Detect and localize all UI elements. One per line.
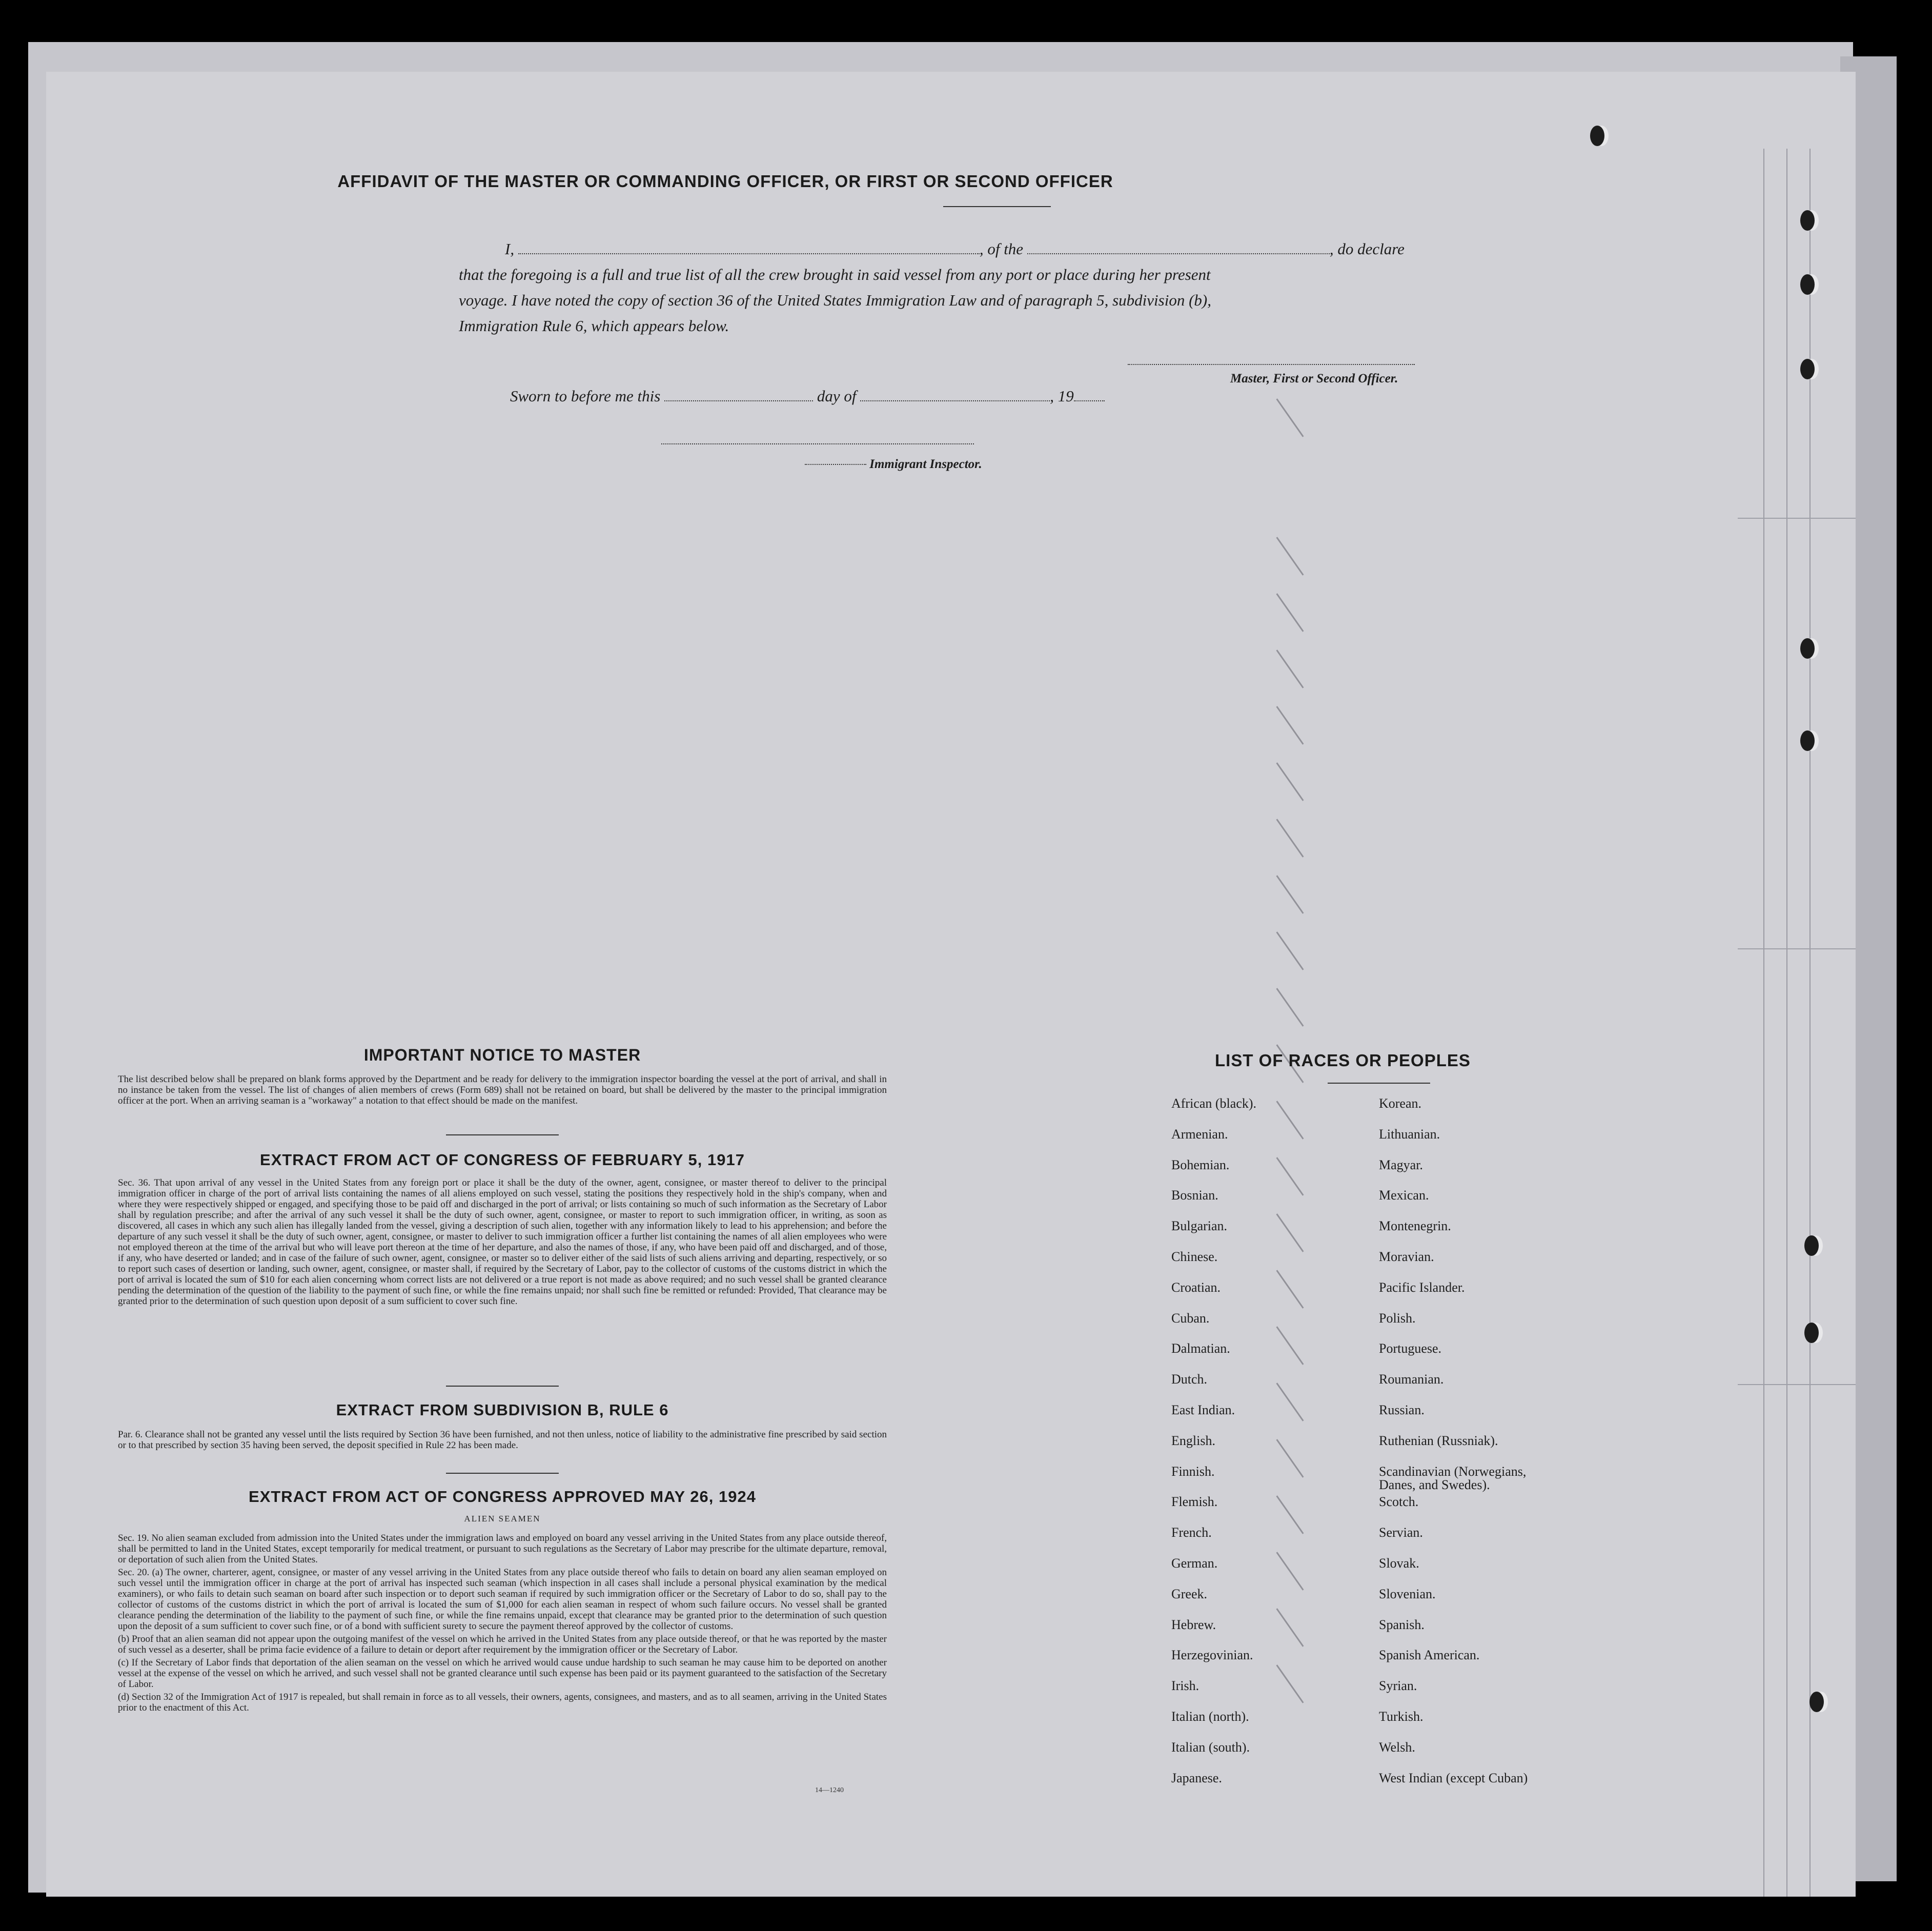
binder-hole [1804,1235,1819,1256]
pencil-mark [1276,1439,1304,1477]
race-item: Armenian. [1171,1126,1228,1142]
affidavit-declare: , do declare [1329,240,1405,258]
pencil-mark [1276,988,1304,1026]
race-item: Russian. [1379,1402,1425,1417]
pencil-mark [1276,706,1304,744]
race-item: Hebrew. [1171,1617,1216,1632]
ruled-line [1738,518,1856,519]
extract-1924-para: Sec. 20. (a) The owner, charterer, agent, consignee, or master of any vessel arriving in the United States from any place outside thereof who fails to detain on board any alien seaman employed on such vessel until the immigration officer in charge at the port of arrival has inspected such seaman (which inspection in all cases shall include a personal physical examination by the medical examiners), or who fails to detain such seaman on board after such inspection or to deport such seaman if required by such immigration officer or the Secretary of Labor to do so, shall pay to the collector of customs of the customs district in which the port of arrival is located the sum of $1,000 for each alien seaman in respect of whom such failure occurs. No vessel shall be granted clearance pending the determination of the liability to the payment of such fine, or while the fine remains unpaid, except that clearance may be granted prior to the determination of such question upon the deposit of a sum sufficient to cover such fine, or of a bond with sufficient surety to secure the payment thereof approved by the collector of customs. [118,1567,887,1632]
race-item: African (black). [1171,1096,1257,1111]
binder-hole [1809,1692,1824,1712]
affidavit-title: AFFIDAVIT OF THE MASTER OR COMMANDING OFFICER, OR FIRST OR SECOND OFFICER [337,172,1113,191]
extract-rule6-title: EXTRACT FROM SUBDIVISION B, RULE 6 [336,1401,669,1419]
year-text: , 19 [1050,387,1074,405]
race-item: Scandinavian (Norwegians, Danes, and Swedes). [1379,1464,1527,1492]
form-number: 14—1240 [815,1786,844,1794]
race-item: Scotch. [1379,1494,1419,1510]
pencil-mark [1276,1213,1304,1252]
race-item: Mexican. [1379,1188,1429,1203]
race-item: Bohemian. [1171,1157,1230,1172]
race-item: Korean. [1379,1096,1422,1111]
race-item: Italian (south). [1171,1739,1250,1755]
extract-1917-text: Sec. 36. That upon arrival of any vessel in the United States from any foreign port or place it shall be the duty of the owner, agent, consignee, or master thereof to deliver to the principal immigration officer in charge of the port of arrival lists containing the names of all aliens employed on such vessel, stating the positions they respectively hold in the ship's company, when and where they were respectively shipped or engaged, and specifying those to be paid off and discharged in the port of arrival; or lists containing so much of such information as the Secretary of Labor shall by regulation prescribe; and after the arrival of any such vessel it shall be the duty of such owner, agent, consignee, or master to report to such immigration officer, in writing, as soon as discovered, all cases in which any such alien has illegally landed from the vessel, giving a description of such alien, together with any information likely to lead to his apprehension; and before the departure of any such vessel it shall be the duty of such owner, agent, consignee, or master to deliver to such immigration officer a further list containing the names of all alien employees who were not employed thereon at the time of the arrival but who will leave port thereon at the time of her departure, and also the names of those, if any, who have been paid off and discharged, and of those, if any, who have deserted or landed; and in case of the failure of such owner, agent, consignee, or master so to deliver either of the said lists of such aliens arriving and departing, respectively, or so to report such cases of desertion or landing, such owner, agent, consignee, or master shall, if required by the Secretary of Labor, pay to the collector of customs of the customs district in which the port of arrival is located the sum of $10 for each alien concerning whom correct lists are not delivered or a true report is not made as above required; and no such vessel shall be granted clearance pending the determination of the question of the liability to the payment of such fine, or while the fine remains unpaid; nor shall such fine be remitted or refunded: Provided, That clearance may be granted prior to the determination of such question upon deposit of a sum sufficient to cover such fine. [118,1177,887,1307]
sworn-line [510,387,1105,405]
pencil-mark [1276,649,1304,688]
race-item: Lithuanian. [1379,1126,1440,1142]
race-item: Ruthenian (Russniak). [1379,1433,1498,1448]
affidavit-i: I, [505,240,515,258]
race-item: Montenegrin. [1379,1218,1451,1234]
race-item: Turkish. [1379,1709,1423,1724]
race-item: Japanese. [1171,1770,1222,1785]
affidavit-of-the: , of the [979,240,1024,258]
sworn-text: Sworn to before me this [510,387,661,405]
extract-rule6-text: Par. 6. Clearance shall not be granted any vessel until the lists required by Section 36 have been furnished, and not then unless, notice of liability to the administrative fine prescribed by said section or to that prescribed by section 35 having been served, the deposit specified in Rule 22 has been made. [118,1429,887,1451]
pencil-mark [1276,1495,1304,1534]
binder-hole [1800,638,1815,659]
divider [446,1386,559,1387]
pencil-mark [1276,762,1304,801]
pencil-mark [1276,1608,1304,1647]
pencil-mark [1276,1101,1304,1139]
binder-hole [1800,730,1815,751]
sworn-month-blank[interactable] [860,400,1050,401]
notice-title: IMPORTANT NOTICE TO MASTER [363,1046,641,1064]
vessel-blank[interactable] [1027,253,1330,254]
extract-1924-para: Sec. 19. No alien seaman excluded from admission into the United States under the immigration laws and employed on board any vessel arriving in the United States from any place outside thereof, shall be permitted to land in the United States, except temporarily for medical treatment, or pursuant to such regulations as the Secretary of Labor may prescribe for the ultimate departure, removal, or deportation of such alien from the United States. [118,1533,887,1565]
race-item: Syrian. [1379,1678,1417,1694]
ruled-line [1809,149,1811,1897]
race-item: German. [1171,1556,1218,1571]
pencil-mark [1276,1383,1304,1421]
race-item: Slovak. [1379,1556,1419,1571]
binder-hole [1590,126,1604,146]
pencil-mark [1276,875,1304,913]
inspector-label-wrap [805,457,982,472]
pencil-mark [1276,819,1304,857]
race-item: Magyar. [1379,1157,1423,1172]
sworn-year-blank[interactable] [1074,400,1105,401]
pencil-mark [1276,1552,1304,1590]
name-blank[interactable] [518,253,980,254]
race-item: Chinese. [1171,1249,1218,1264]
pencil-mark [1276,593,1304,632]
inspector-label: Immigrant Inspector. [869,457,982,471]
race-item: Servian. [1379,1525,1423,1540]
extract-1924-para: (b) Proof that an alien seaman did not appear upon the outgoing manifest of the vessel on which he arrived in the United States from any place outside thereof, or that he was reported by the master of such vessel as a deserter, shall be prima facie evidence of a failure to detain or deport after requirement by the immigration officer or the Secretary of Labor. [118,1634,887,1655]
affidavit-line-3: voyage. I have noted the copy of section 36 of the United States Immigration Law and of paragraph 5, subdivision (b), [459,291,1211,309]
race-item: Moravian. [1379,1249,1434,1264]
binder-hole [1804,1323,1819,1343]
notice-text: The list described below shall be prepared on blank forms approved by the Department and be ready for delivery to the immigration inspector boarding the vessel at the port of arrival, and shall in no instance be taken from the vessel. The list of changes of alien members of crews (Form 689) shall not be retained on board, but shall be delivered by the master to the principal immigration officer at the port. When an arriving seaman is a "workaway" a notation to that effect should be made on the manifest. [118,1074,887,1106]
extract-1924-para: (d) Section 32 of the Immigration Act of 1917 is repealed, but shall remain in force as to all vessels, their owners, agents, consignees, and masters, and as to all seamen, arriving in the United States prior to the enactment of this Act. [118,1692,887,1713]
race-item: Flemish. [1171,1494,1218,1510]
extract-1917-title: EXTRACT FROM ACT OF CONGRESS OF FEBRUARY 5, 1917 [260,1151,745,1169]
race-item: Irish. [1171,1678,1199,1694]
race-item: Pacific Islander. [1379,1279,1465,1295]
pencil-mark [1276,1326,1304,1365]
race-item: Portuguese. [1379,1341,1442,1356]
race-item: Herzegovinian. [1171,1648,1253,1663]
divider [1328,1083,1430,1084]
day-of-text: day of [817,387,857,405]
race-item: Dalmatian. [1171,1341,1230,1356]
ruled-line [1738,1384,1856,1385]
race-item: East Indian. [1171,1402,1235,1417]
race-item: Welsh. [1379,1739,1415,1755]
race-item: Italian (north). [1171,1709,1249,1724]
race-item: Croatian. [1171,1279,1221,1295]
extract-1924-body [118,1533,887,1713]
race-item: Dutch. [1171,1372,1208,1387]
race-item: Bulgarian. [1171,1218,1228,1234]
affidavit-line-1 [505,240,1405,258]
pencil-mark [1276,537,1304,575]
extract-1924-para: (c) If the Secretary of Labor finds that deportation of the alien seaman on the vessel on which he arrived would cause undue hardship to such seaman he may cause him to be deported on another vessel at the expense of the vessel on which he arrived, and such vessel shall not be granted clearance until such expense has been paid or its payment guaranteed to the satisfaction of the Secretary of Labor. [118,1657,887,1690]
inspector-blank [805,464,866,465]
race-item: Spanish. [1379,1617,1425,1632]
document-page [46,72,1856,1897]
binder-hole [1800,210,1815,231]
ruled-line [1738,948,1856,949]
race-item: Roumanian. [1379,1372,1444,1387]
binder-hole [1800,359,1815,379]
race-item: Spanish American. [1379,1648,1480,1663]
affidavit-line-4: Immigration Rule 6, which appears below. [459,317,729,335]
pencil-mark [1276,1664,1304,1703]
race-item: Polish. [1379,1310,1416,1326]
divider [446,1134,559,1135]
race-item: Cuban. [1171,1310,1210,1326]
ruled-line [1786,149,1787,1897]
master-signature-label: Master, First or Second Officer. [1230,372,1398,385]
inspector-signature-line[interactable] [661,443,974,444]
race-item: Bosnian. [1171,1188,1218,1203]
pencil-mark [1276,1157,1304,1195]
extract-1924-subtitle: ALIEN SEAMEN [464,1514,541,1523]
race-item: French. [1171,1525,1212,1540]
divider [943,206,1051,207]
master-signature-line[interactable] [1128,364,1415,365]
ruled-line [1763,149,1764,1897]
pencil-mark [1276,1270,1304,1308]
race-item: Finnish. [1171,1464,1215,1479]
divider [446,1473,559,1474]
sworn-day-blank[interactable] [664,400,813,401]
race-item: Slovenian. [1379,1586,1436,1601]
affidavit-line-2: that the foregoing is a full and true list of all the crew brought in said vessel from any port or place during her present [459,266,1211,283]
race-item: West Indian (except Cuban) [1379,1770,1528,1785]
binder-hole [1800,274,1815,295]
races-title: LIST OF RACES OR PEOPLES [1215,1051,1471,1070]
pencil-mark [1276,398,1304,437]
extract-1924-title: EXTRACT FROM ACT OF CONGRESS APPROVED MAY 26, 1924 [249,1488,756,1506]
race-item: Greek. [1171,1586,1208,1601]
pencil-mark [1276,931,1304,970]
race-item: English. [1171,1433,1215,1448]
